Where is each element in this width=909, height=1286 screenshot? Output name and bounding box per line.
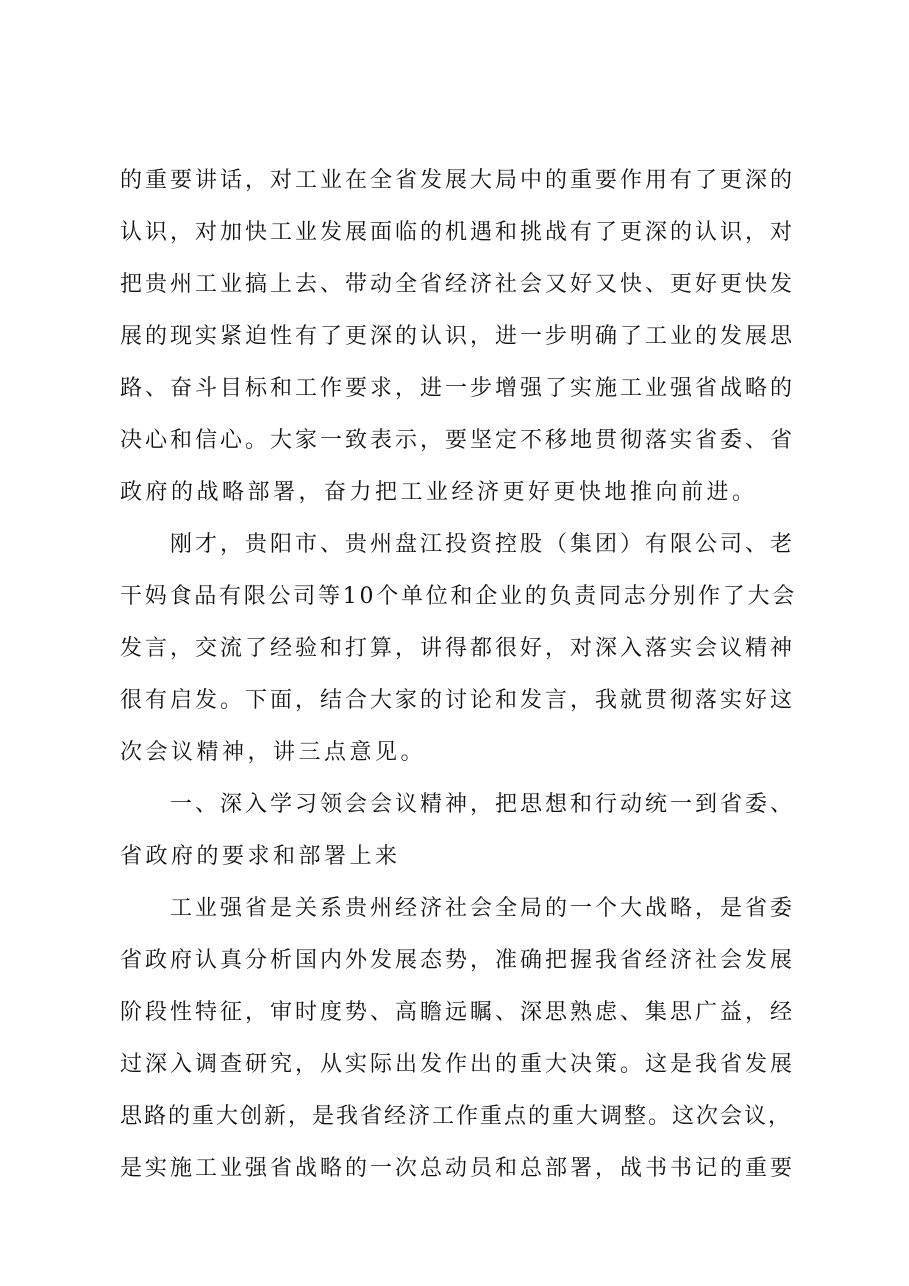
document-body xyxy=(120,155,800,1195)
paragraph-2 xyxy=(120,519,800,779)
text-line: 政府的战略部署，奋力把工业经济更好更快地推向前进。 xyxy=(120,480,758,505)
text-line: 路、奋斗目标和工作要求，进一步增强了实施工业强省战略的 xyxy=(120,376,796,401)
heading-line: 省政府的要求和部署上来 xyxy=(120,844,401,869)
text-line: 是实施工业强省战略的一次总动员和总部署，战书书记的重要 xyxy=(120,1156,796,1181)
paragraph-1 xyxy=(120,155,800,519)
text-line: 思路的重大创新，是我省经济工作重点的重大调整。这次会议， xyxy=(120,1104,793,1129)
text-line: 干妈食品有限公司等10个单位和企业的负责同志分别作了大会 xyxy=(120,584,797,609)
text-line: 刚才，贵阳市、贵州盘江投资控股（集团）有限公司、老 xyxy=(170,532,796,557)
text-line: 省政府认真分析国内外发展态势，准确把握我省经济社会发展 xyxy=(120,948,796,973)
text-line: 很有启发。下面，结合大家的讨论和发言，我就贯彻落实好这 xyxy=(120,688,796,713)
text-line: 展的现实紧迫性有了更深的认识，进一步明确了工业的发展思 xyxy=(120,324,796,349)
text-line: 认识，对加快工业发展面临的机遇和挑战有了更深的认识，对 xyxy=(120,220,796,245)
text-line: 工业强省是关系贵州经济社会全局的一个大战略，是省委 xyxy=(170,896,796,921)
paragraph-3 xyxy=(120,883,800,1195)
text-line: 的重要讲话，对工业在全省发展大局中的重要作用有了更深的 xyxy=(120,168,796,193)
text-line: 把贵州工业搞上去、带动全省经济社会又好又快、更好更快发 xyxy=(120,272,796,297)
section-heading xyxy=(120,779,800,883)
text-line: 阶段性特征，审时度势、高瞻远瞩、深思熟虑、集思广益，经 xyxy=(120,1000,796,1025)
text-line: 次会议精神，讲三点意见。 xyxy=(120,740,427,765)
text-line: 决心和信心。大家一致表示，要坚定不移地贯彻落实省委、省 xyxy=(120,428,796,453)
heading-line: 一、深入学习领会会议精神，把思想和行动统一到省委、 xyxy=(170,792,796,817)
text-line: 过深入调查研究，从实际出发作出的重大决策。这是我省发展 xyxy=(120,1052,796,1077)
text-line: 发言，交流了经验和打算，讲得都很好，对深入落实会议精神 xyxy=(120,636,796,661)
